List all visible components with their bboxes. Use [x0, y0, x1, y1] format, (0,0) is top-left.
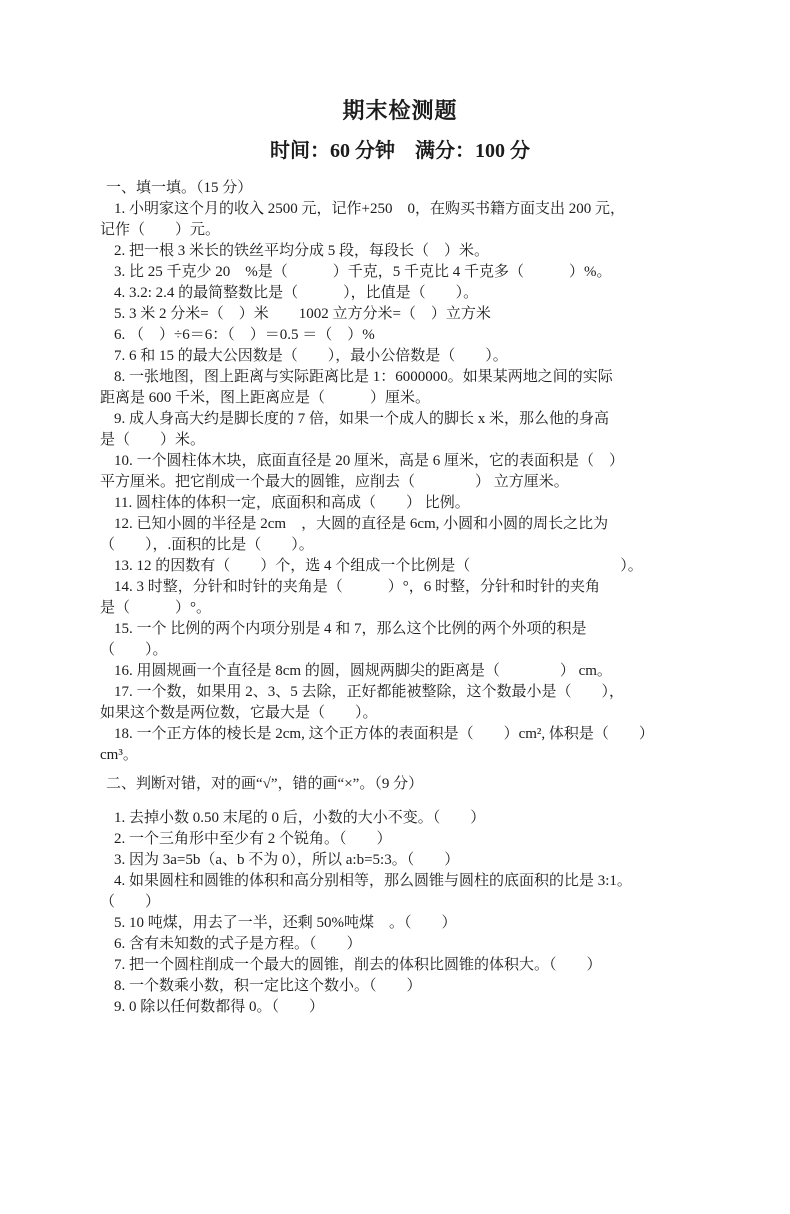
- question-item: [100, 556, 700, 577]
- question-item: [100, 304, 700, 325]
- question-item: [100, 241, 700, 262]
- question-line: 8. 一个数乘小数，积一定比这个数小。（ ）: [114, 978, 422, 994]
- exam-page: [0, 96, 790, 1214]
- question-line: 5. 10 吨煤，用去了一半，还剩 50%吨煤 。（ ）: [114, 915, 457, 931]
- question-item: [100, 514, 700, 556]
- question-line: 18. 一个正方体的棱长是 2cm, 这个正方体的表面积是（ ）cm², 体积是（ ）: [114, 726, 654, 742]
- question-line: 13. 12 的因数有（ ）个，选 4 个组成一个比例是（ ）。: [114, 558, 643, 574]
- section-heading: 一、填一填。（15 分）: [106, 180, 253, 196]
- question-item: [100, 451, 700, 493]
- question-item: [100, 325, 700, 346]
- question-item: [100, 346, 700, 367]
- section-heading: 二、判断对错，对的画“√”，错的画“×”。（9 分）: [106, 776, 424, 792]
- question-line: 12. 已知小圆的半径是 2cm ，大圆的直径是 6cm, 小圆和小圆的周长之比为: [114, 516, 609, 532]
- section-true-false: [100, 774, 700, 1018]
- question-item: [100, 577, 700, 619]
- question-line: 2. 把一根 3 米长的铁丝平均分成 5 段，每段长（ ）米。: [114, 243, 490, 259]
- question-line: 6. （ ）÷6＝6：（ ）＝0.5 ＝（ ）%: [114, 327, 375, 343]
- question-item: [100, 829, 700, 850]
- question-line: 16. 用圆规画一个直径是 8cm 的圆，圆规两脚尖的距离是（ ） cm。: [114, 663, 612, 679]
- question-line: 1. 去掉小数 0.50 末尾的 0 后，小数的大小不变。（ ）: [114, 810, 486, 826]
- question-line: 14. 3 时整，分针和时针的夹角是（ ）°，6 时整，分针和时针的夹角: [114, 579, 601, 595]
- question-item: [100, 199, 700, 241]
- question-line: （ ）: [100, 894, 161, 910]
- question-line: 4. 3.2: 2.4 的最简整数比是（ ），比值是（ ）。: [114, 285, 479, 301]
- question-item: [100, 262, 700, 283]
- question-item: [100, 934, 700, 955]
- question-item: [100, 850, 700, 871]
- question-item: [100, 913, 700, 934]
- question-item: [100, 682, 700, 724]
- question-line: 4. 如果圆柱和圆锥的体积和高分别相等，那么圆锥与圆柱的底面积的比是 3:1。: [114, 873, 632, 889]
- question-item: [100, 493, 700, 514]
- question-line: 9. 成人身高大约是脚长度的 7 倍，如果一个成人的脚长 x 米，那么他的身高: [114, 411, 610, 427]
- question-line: 8. 一张地图，图上距离与实际距离比是 1：6000000。如果某两地之间的实际: [114, 369, 613, 385]
- question-item: [100, 409, 700, 451]
- question-line: 3. 因为 3a=5b（a、b 不为 0），所以 a:b=5:3。（ ）: [114, 852, 460, 868]
- page-title: 期末检测题: [342, 98, 458, 123]
- question-line: （ ），.面积的比是（ ）。: [100, 537, 314, 553]
- question-line: 是（ ）米。: [100, 432, 206, 448]
- question-line: 6. 含有未知数的式子是方程。（ ）: [114, 936, 362, 952]
- question-item: [100, 724, 700, 766]
- question-item: [100, 283, 700, 304]
- question-item: [100, 808, 700, 829]
- question-line: 距离是 600 千米，图上距离应是（ ）厘米。: [100, 390, 431, 406]
- exam-body: [100, 178, 700, 1018]
- question-line: 2. 一个三角形中至少有 2 个锐角。（ ）: [114, 831, 392, 847]
- question-line: 15. 一个 比例的两个内项分别是 4 和 7，那么这个比例的两个外项的积是: [114, 621, 587, 637]
- question-item: [100, 661, 700, 682]
- section-fill-in-blanks: [100, 178, 700, 766]
- question-line: 17. 一个数，如果用 2、3、5 去除，正好都能被整除，这个数最小是（ ），: [114, 684, 625, 700]
- question-line: 5. 3 米 2 分米=（ ）米 1002 立方分米=（ ）立方米: [114, 306, 491, 322]
- question-item: [100, 367, 700, 409]
- question-item: [100, 976, 700, 997]
- page-subtitle: 时间：60 分钟 满分：100 分: [270, 140, 530, 162]
- question-item: [100, 871, 700, 913]
- question-line: 11. 圆柱体的体积一定，底面积和高成（ ） 比例。: [114, 495, 470, 511]
- question-line: 3. 比 25 千克少 20 %是（ ）千克，5 千克比 4 千克多（ ）%。: [114, 264, 612, 280]
- question-line: cm³。: [100, 747, 138, 763]
- question-line: 1. 小明家这个月的收入 2500 元，记作+250 0，在购买书籍方面支出 200 元，: [114, 201, 625, 217]
- question-line: 7. 6 和 15 的最大公因数是（ ），最小公倍数是（ ）。: [114, 348, 508, 364]
- question-line: （ ）。: [100, 642, 168, 658]
- question-line: 记作（ ）元。: [100, 222, 221, 238]
- question-line: 平方厘米。把它削成一个最大的圆锥，应削去（ ） 立方厘米。: [100, 474, 569, 490]
- question-line: 10. 一个圆柱体木块，底面直径是 20 厘米，高是 6 厘米，它的表面积是（ ）: [114, 453, 625, 469]
- question-item: [100, 619, 700, 661]
- question-line: 是（ ）°。: [100, 600, 211, 616]
- question-item: [100, 997, 700, 1018]
- question-item: [100, 955, 700, 976]
- question-line: 如果这个数是两位数，它最大是（ ）。: [100, 705, 378, 721]
- question-line: 7. 把一个圆柱削成一个最大的圆锥，削去的体积比圆锥的体积大。（ ）: [114, 957, 602, 973]
- question-line: 9. 0 除以任何数都得 0。（ ）: [114, 999, 325, 1015]
